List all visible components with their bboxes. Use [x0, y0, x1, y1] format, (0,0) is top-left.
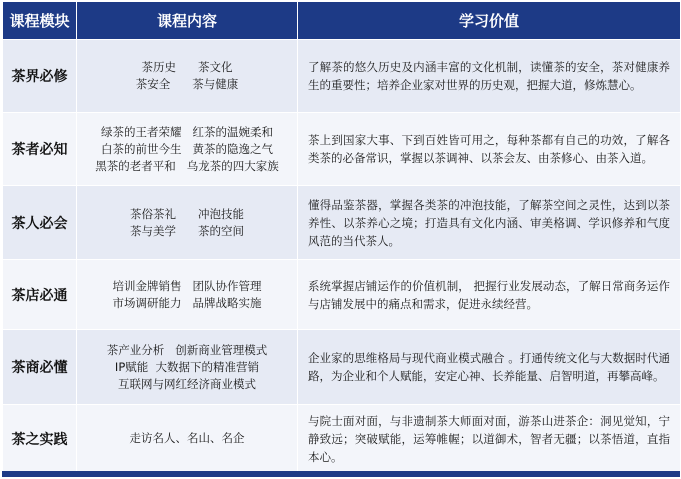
table-header-row [3, 2, 681, 40]
table-row [3, 260, 681, 330]
content-line: 茶俗茶礼 冲泡技能 [130, 206, 244, 221]
content-cell [77, 405, 298, 473]
value-cell: 与院士面对面，与非遗制茶大师面对面，游茶山进茶企：洞见觉知，宁静致远；突破赋能，运筹帷幄；以道御术，智者无疆；以茶悟道，直指本心。 [298, 405, 681, 473]
module-cell: 茶店必通 [3, 260, 77, 330]
content-cell [77, 113, 298, 186]
content-cell [77, 186, 298, 260]
value-cell: 企业家的思维格局与现代商业模式融合 。打通传统文化与大数据时代通路，为企业和个人赋能，安定心神、长养能量、启智明道，再攀高峰。 [298, 330, 681, 405]
content-line: 茶历史 茶文化 [141, 60, 233, 74]
value-cell: 了解茶的悠久历史及内涵丰富的文化机制，读懂茶的安全，茶对健康养生的重要性；培养企业家对世界的历史观，把握大道，修炼慧心。 [298, 40, 681, 113]
header-course-module: 课程模块 [3, 2, 77, 40]
content-line: 白茶的前世今生 黄茶的隐逸之气 [101, 141, 273, 156]
table-row [3, 330, 681, 405]
value-cell: 懂得品鉴茶器，掌握各类茶的冲泡技能，了解茶空间之灵性，达到以茶养性、以茶养心之境；打造具有文化内涵、审美格调、学识修养和气度风范的当代茶人。 [298, 186, 681, 260]
content-line: 培训金牌销售 团队协作管理 [112, 278, 262, 293]
table-bottom-border [2, 471, 680, 477]
content-cell [77, 330, 298, 405]
course-table [2, 1, 681, 473]
module-cell: 茶人必会 [3, 186, 77, 260]
table-row [3, 40, 681, 113]
content-line: 市场调研能力 品牌战略实施 [112, 295, 262, 310]
header-course-content: 课程内容 [77, 2, 298, 40]
table-row [3, 113, 681, 186]
module-cell: 茶界必修 [3, 40, 77, 113]
content-cell [77, 260, 298, 330]
table-row [3, 405, 681, 473]
content-line: 茶与美学 茶的空间 [130, 223, 244, 238]
content-cell [77, 40, 298, 113]
content-line: 绿茶的王者荣耀 红茶的温婉柔和 [101, 124, 273, 139]
content-line: 走访名人、名山、名企 [129, 431, 245, 445]
value-cell: 茶上到国家大事、下到百姓皆可用之，每种茶都有自己的功效，了解各类茶的必备常识，掌握以茶调神、以茶会友、由茶修心、由茶入道。 [298, 113, 681, 186]
table-row [3, 186, 681, 260]
content-line: 黑茶的老者平和 乌龙茶的四大家族 [95, 158, 279, 173]
value-cell: 系统掌握店铺运作的价值机制， 把握行业发展动态，了解日常商务运作与店铺发展中的痛点和需求，促进永续经营。 [298, 260, 681, 330]
content-line: 茶产业分析 创新商业管理模式 [106, 342, 268, 357]
header-learning-value: 学习价值 [298, 2, 681, 40]
module-cell: 茶者必知 [3, 113, 77, 186]
module-cell: 茶之实践 [3, 405, 77, 473]
content-line: 互联网与网红经济商业模式 [118, 376, 256, 391]
content-line: 茶安全 茶与健康 [135, 77, 239, 91]
content-line: IP赋能 大数据下的精准营销 [114, 359, 260, 374]
module-cell: 茶商必懂 [3, 330, 77, 405]
